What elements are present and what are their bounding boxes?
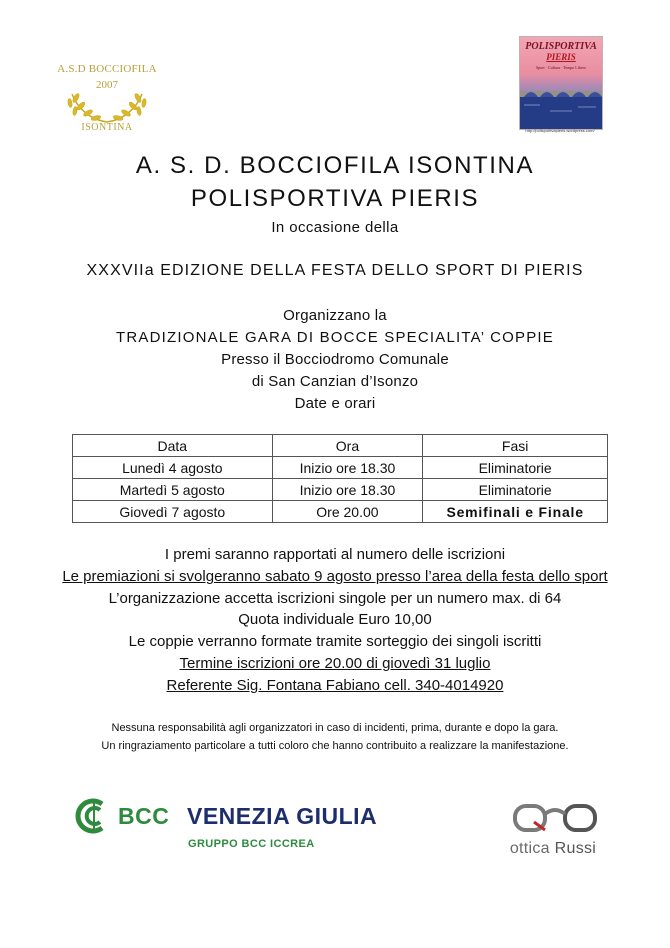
polisportiva-logo <box>519 36 601 134</box>
bocciofila-logo <box>44 58 170 142</box>
info-awards <box>0 568 670 585</box>
laurel-wreath-icon <box>62 86 152 126</box>
table-cell: Inizio ore 18.30 <box>272 457 423 479</box>
logo-right-name2: PIERIS <box>546 52 576 62</box>
venue-line1: Presso il Bocciodromo Comunale <box>221 351 449 368</box>
logo-left-year: 2007 <box>96 79 118 91</box>
info-deadline-text: Termine iscrizioni ore 20.00 di giovedì 31 luglio <box>179 655 491 672</box>
info-draw: Le coppie verranno formate tramite sorteggio dei singoli iscritti <box>128 633 542 650</box>
logo-right-name: POLISPORTIVA <box>525 41 597 52</box>
disclaimer-note: Nessuna responsabilità agli organizzatori in caso di incidenti, prima, durante e dopo la gara. <box>111 722 559 734</box>
table-cell: Lunedì 4 agosto <box>73 457 273 479</box>
venezia-giulia-text: VENEZIA GIULIA <box>187 803 378 829</box>
table-cell: Martedì 5 agosto <box>73 479 273 501</box>
ottica-text <box>498 840 608 858</box>
bcc-text: BCC <box>118 803 170 829</box>
info-registrations: L’organizzazione accetta iscrizioni singole per un numero max. di 64 <box>108 590 562 607</box>
logo-right-frame <box>519 36 603 130</box>
schedule-heading: Date e orari <box>294 395 376 412</box>
glasses-icon <box>512 800 598 836</box>
table-row <box>73 457 608 479</box>
info-contact-text: Referente Sig. Fontana Fabiano cell. 340-4014920 <box>166 677 504 694</box>
thanks-note: Un ringraziamento particolare a tutti coloro che hanno contribuito a realizzare la manifestazione. <box>101 740 569 752</box>
bridge-icon <box>520 81 602 129</box>
event-name: TRADIZIONALE GARA DI BOCCE SPECIALITA’ COPPIE <box>116 329 554 346</box>
schedule-table <box>72 434 608 523</box>
table-cell: Ore 20.00 <box>272 501 423 523</box>
info-prizes: I premi saranno rapportati al numero delle iscrizioni <box>164 546 506 563</box>
table-row <box>73 479 608 501</box>
table-cell: Eliminatorie <box>423 457 608 479</box>
table-header-row <box>73 435 608 457</box>
logo-right-url: http://polisportivapieris.wordpress.com/ <box>525 128 595 133</box>
ottica-russi-logo <box>498 800 608 860</box>
column-header: Ora <box>272 435 423 457</box>
info-deadline <box>0 655 670 672</box>
ottica-word: ottica <box>509 840 550 857</box>
page-subtitle: POLISPORTIVA PIERIS <box>190 185 480 212</box>
table-row <box>73 501 608 523</box>
logo-left-place: ISONTINA <box>81 122 133 133</box>
logo-right-sub: Sport · Cultura · Tempo Libero <box>536 65 586 70</box>
logo-left-name: A.S.D BOCCIOFILA <box>57 63 157 75</box>
gruppo-text: GRUPPO BCC ICCREA <box>188 838 315 850</box>
bcc-sponsor-logo <box>74 796 404 856</box>
table-cell: Semifinali e Finale <box>423 501 608 523</box>
info-contact <box>0 677 670 694</box>
page-title: A. S. D. BOCCIOFILA ISONTINA <box>135 152 535 179</box>
organizers-intro: Organizzano la <box>283 307 387 324</box>
table-cell: Inizio ore 18.30 <box>272 479 423 501</box>
info-awards-text: Le premiazioni si svolgeranno sabato 9 agosto presso l’area della festa dello sport <box>62 568 608 585</box>
bcc-mark-icon <box>74 796 114 836</box>
table-cell: Giovedì 7 agosto <box>73 501 273 523</box>
occasion-text: In occasione della <box>271 219 399 236</box>
ottica-name: Russi <box>554 840 597 857</box>
info-fee: Quota individuale Euro 10,00 <box>238 611 432 628</box>
column-header: Data <box>73 435 273 457</box>
table-cell: Eliminatorie <box>423 479 608 501</box>
venue-line2: di San Canzian d’Isonzo <box>251 373 419 390</box>
column-header: Fasi <box>423 435 608 457</box>
edition-heading: XXXVIIa EDIZIONE DELLA FESTA DELLO SPORT DI PIERIS <box>86 262 584 279</box>
